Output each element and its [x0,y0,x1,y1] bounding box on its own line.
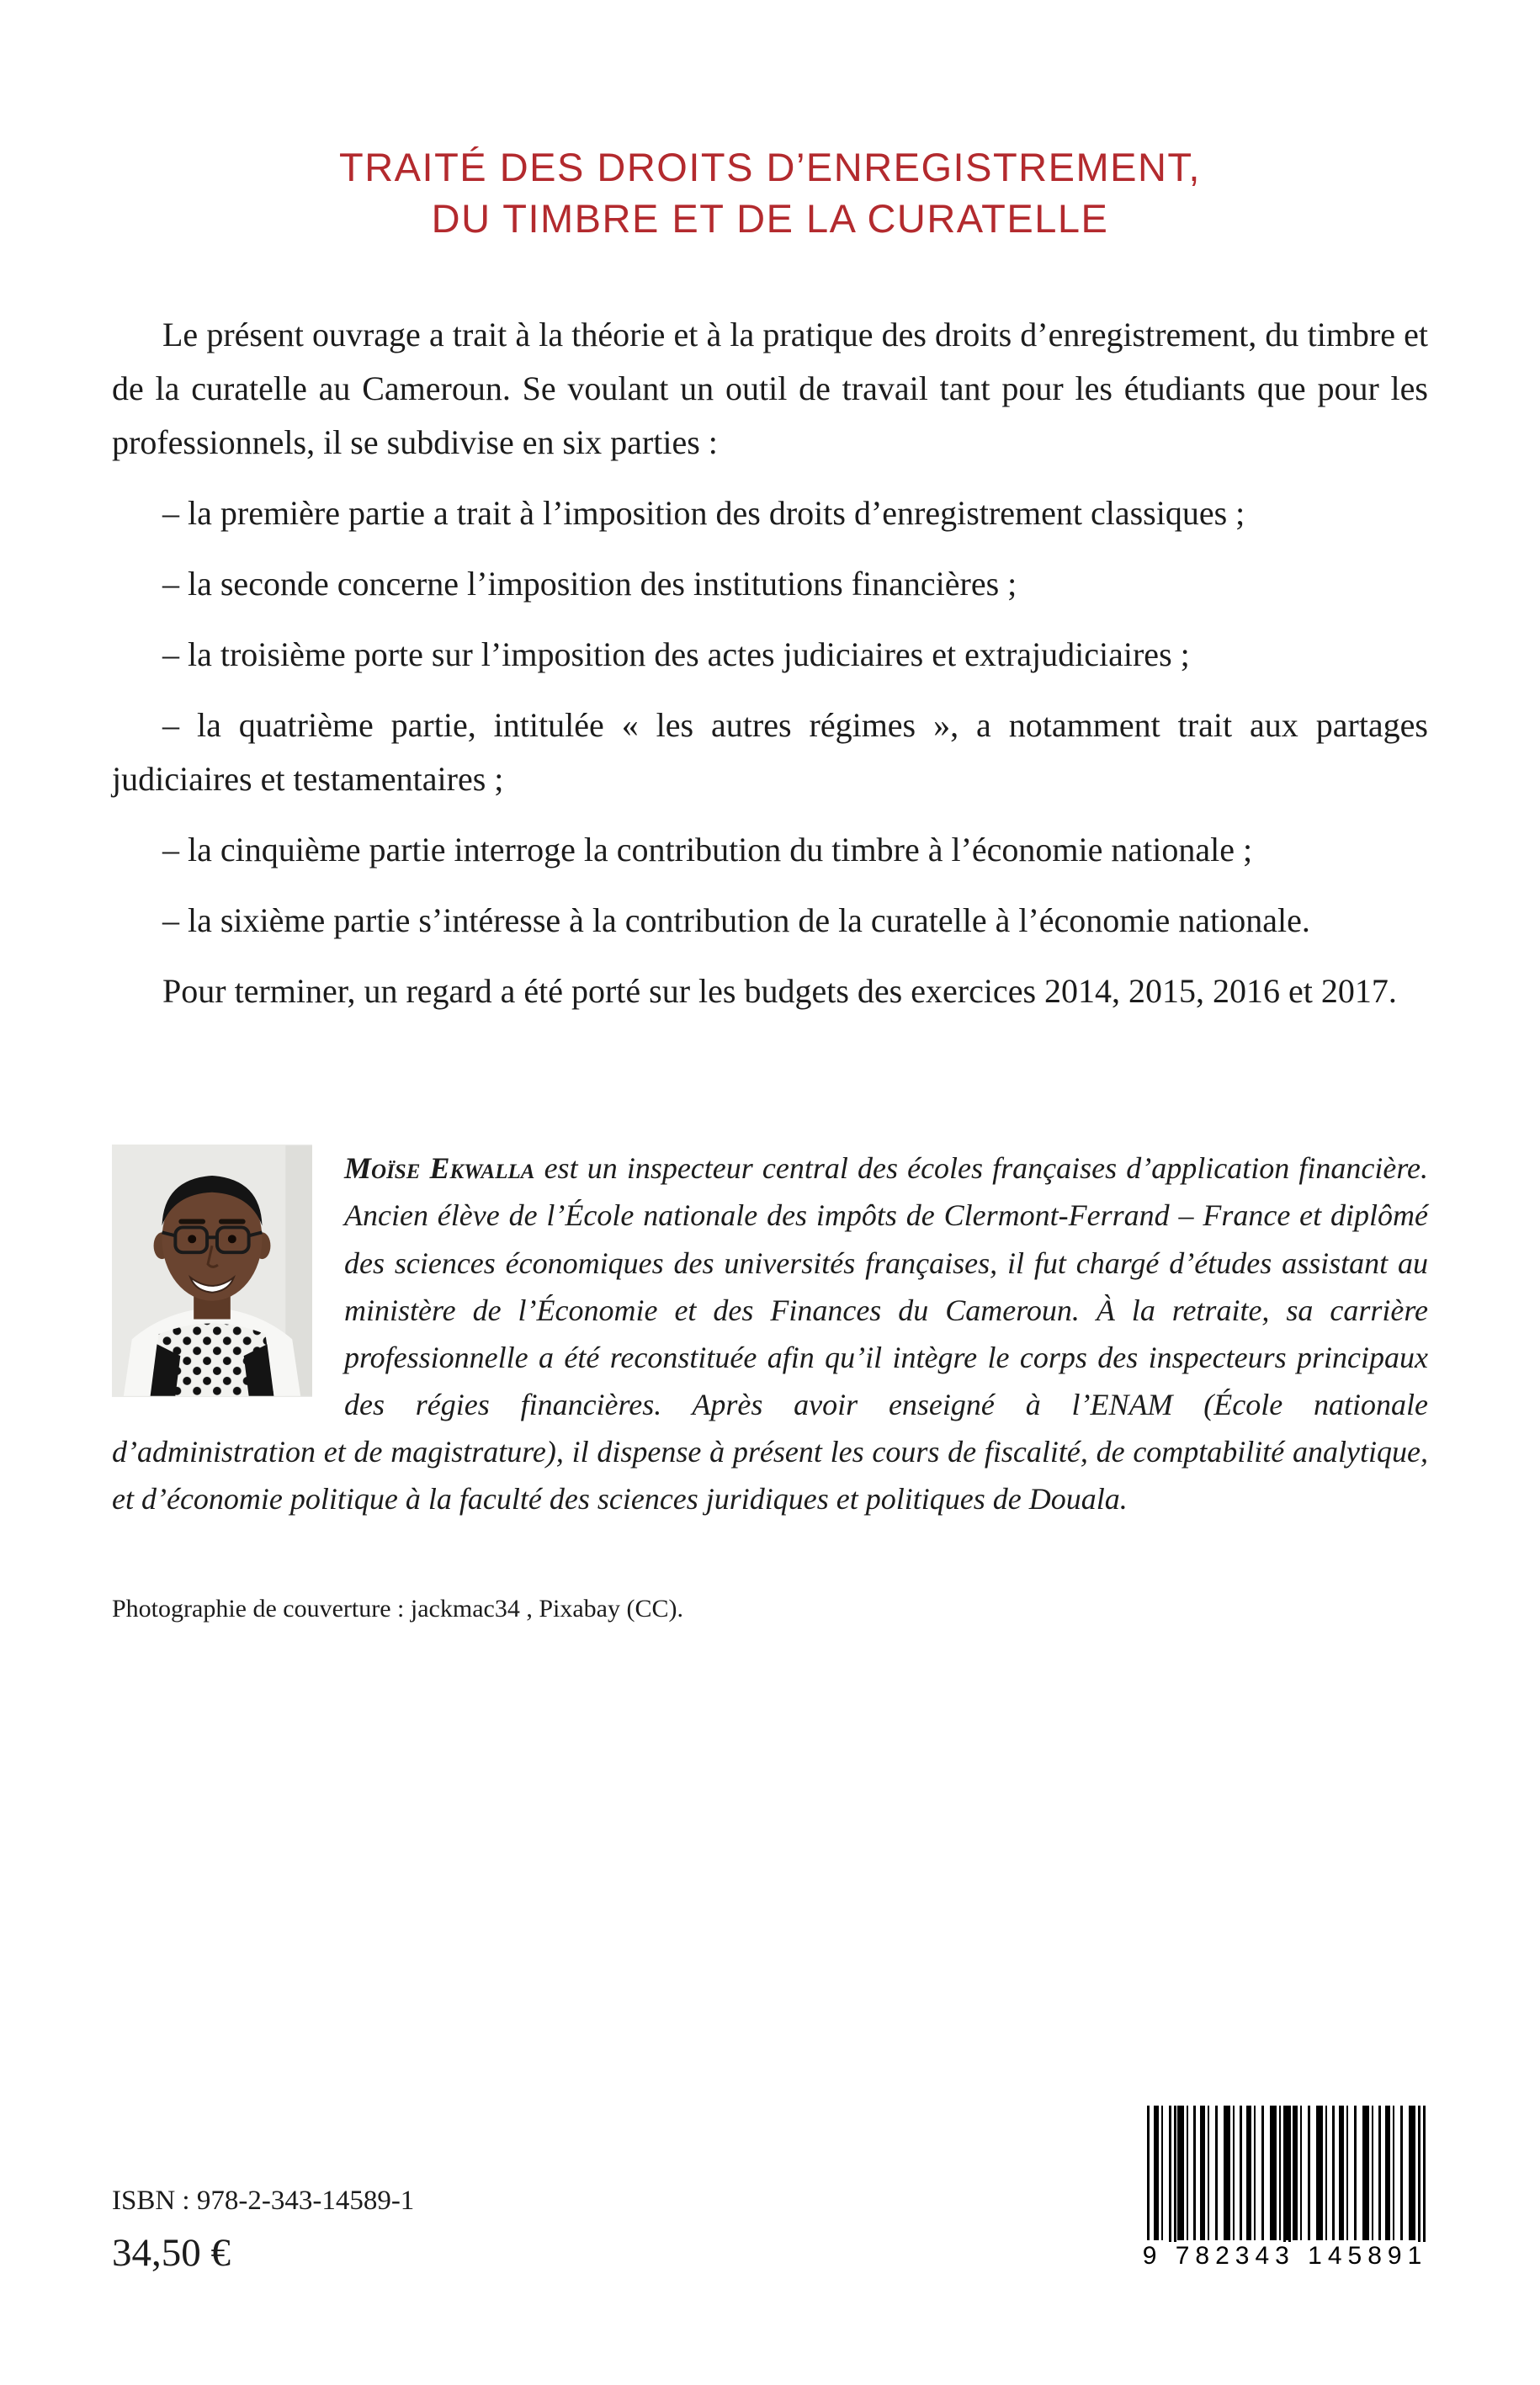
synopsis-paragraph: – la quatrième partie, intitulée « les autres régimes », a notamment trait aux partages judiciaires et testamentaires ; [112,706,1428,799]
synopsis [112,308,1428,1018]
footer-left [112,2186,414,2276]
book-title-line1: TRAITÉ DES DROITS D’ENREGISTREMENT, [339,145,1201,189]
barcode-guard-bar [1169,2106,1171,2259]
price: 34,50 € [112,2231,231,2275]
book-title [101,141,1439,244]
author-section [112,1145,1428,1522]
synopsis-paragraph: – la sixième partie s’intéresse à la contribution de la curatelle à l’économie nationale. [162,901,1310,940]
book-title-line2: DU TIMBRE ET DE LA CURATELLE [431,196,1109,242]
photo-credit: Photographie de couverture : jackmac34 , Pixabay (CC). [112,1595,683,1623]
synopsis-paragraph: – la première partie a trait à l’imposition des droits d’enregistrement classiques ; [162,494,1245,533]
barcode-guard-bar [1283,2106,1286,2259]
author-portrait-illustration [112,1145,312,1397]
author-photo [112,1145,312,1397]
author-name: Moïse Ekwalla [344,1151,535,1186]
barcode-guard-bar [1423,2106,1426,2259]
author-bio-text: est un inspecteur central des écoles françaises d’application financière. Ancien élève de l’École nationale des impôts de Clermont-Ferrand – France et diplômé des sciences économiques des universités françaises, il fut chargé d’études assistant au ministère de l’Économie et des Finances du Cameroun. À la retraite, sa carrière professionnelle a été reconstituée afin qu’il intègre le corps des inspecteurs principaux des régies financières. Après avoir enseigné à l’ENAM (École nationale d’administration et de magistrature), il dispense à présent les cours de fiscalité, de comptabilité analytique, et d’économie politique à la faculté des sciences juridiques et politiques de Douala. [112,1151,1429,1517]
synopsis-paragraph: – la cinquième partie interroge la contribution du timbre à l’économie nationale ; [162,831,1253,869]
synopsis-paragraph: – la seconde concerne l’imposition des institutions financières ; [162,565,1017,603]
barcode-guard-bar [1288,2106,1291,2259]
footer [112,2101,1428,2276]
barcode [1142,2101,1428,2276]
synopsis-paragraph: Le présent ouvrage a trait à la théorie et à la pratique des droits d’enregistrement, du timbre et de la curatelle au Cameroun. Se voulant un outil de travail tant pour les étudiants que pour les professionnels, il se subdivise en six parties : [112,316,1428,462]
synopsis-paragraph: – la troisième porte sur l’imposition des actes judiciaires et extrajudiciaires ; [162,635,1190,674]
barcode-digits: 9 782343 145891 [1142,2242,1428,2270]
barcode-guard-bar [1174,2106,1176,2259]
barcode-guard-bar [1418,2106,1421,2259]
synopsis-paragraph: Pour terminer, un regard a été porté sur les budgets des exercices 2014, 2015, 2016 et 2017. [162,972,1397,1011]
isbn: ISBN : 978-2-343-14589-1 [112,2186,415,2216]
